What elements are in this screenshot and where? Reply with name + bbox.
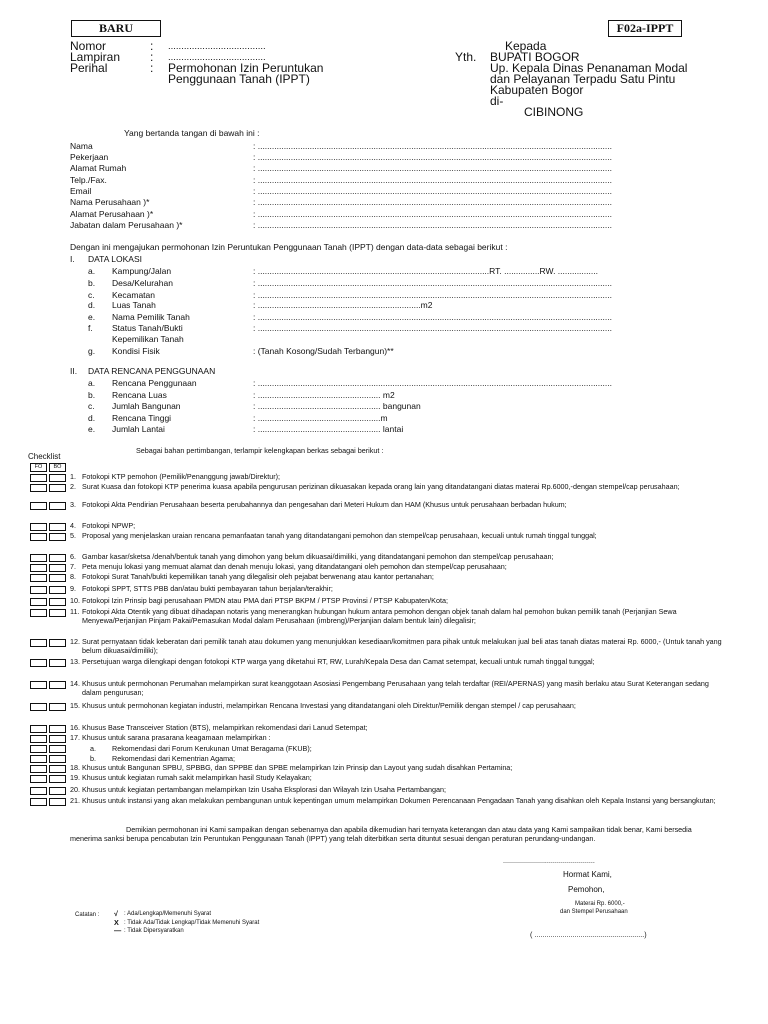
checklist-fo-checkbox[interactable]	[30, 735, 47, 743]
perihal-colon: :	[150, 61, 154, 75]
status-box: BARU	[71, 20, 161, 37]
checklist-item-number: 12.	[70, 637, 80, 646]
applicant-intro: Yang bertanda tangan di bawah ini :	[124, 128, 260, 138]
checklist-sub-letter: b.	[90, 754, 96, 763]
nomor-value[interactable]: .....................................	[168, 41, 266, 52]
section-1-roman: I.	[70, 254, 75, 264]
section-1-item-input[interactable]: : ......................................................................................................................................................	[253, 323, 612, 333]
recipient-line-5: di-	[490, 94, 504, 108]
checklist-fo-checkbox[interactable]	[30, 755, 47, 763]
checklist-col-fo: FO	[30, 463, 47, 472]
section-1-item-label: Luas Tanah	[112, 300, 156, 310]
checklist-item-text: Proposal yang menjelaskan uraian rencana pemanfaatan tanah yang ditandatangani pemohon dan stempel/cap perusahaan, kecuali untuk rumah tinggal tunggal;	[82, 531, 597, 540]
checklist-item-text: Fotokopi Izin Prinsip bagi perusahaan PMDN atau PMA dari PTSP BKPM / PTSP Provinsi / PTSP Kabupaten/Kota;	[82, 596, 448, 605]
checklist-bo-checkbox[interactable]	[49, 659, 66, 667]
checklist-bo-checkbox[interactable]	[49, 554, 66, 562]
request-intro: Dengan ini mengajukan permohonan Izin Peruntukan Penggunaan Tanah (IPPT) dengan data-data sebagai berikut :	[70, 242, 508, 252]
section-2-item-letter: e.	[88, 424, 96, 434]
checklist-fo-checkbox[interactable]	[30, 474, 47, 482]
applicant-field-label: Jabatan dalam Perusahaan )*	[70, 220, 183, 230]
section-1-item-input[interactable]: : (Tanah Kosong/Sudah Terbangun)**	[253, 346, 394, 356]
lampiran-value[interactable]: .....................................	[168, 52, 266, 63]
yth-label: Yth.	[455, 50, 477, 64]
notes-symbol: √	[114, 909, 118, 918]
checklist-bo-checkbox[interactable]	[49, 755, 66, 763]
notes-label: Catatan :	[75, 912, 100, 918]
checklist-item-text: Persetujuan warga dilengkapi dengan fotokopi KTP warga yang diketahui RT, RW, Lurah/Kepala Desa dan Camat setempat, kecuali untuk rumah tinggal tunggal;	[82, 657, 595, 666]
checklist-item-text: Surat Kuasa dan fotokopi KTP penerima kuasa apabila pengurusan perizinan dikuasakan kepada orang lain yang ditandatangani diatas materai Rp.6000,-dengan stempel/cap perusahaan;	[82, 482, 680, 491]
checklist-item-number: 15.	[70, 701, 80, 710]
checklist-item-number: 19.	[70, 773, 80, 782]
perihal-line-1: Permohonan Izin Peruntukan	[168, 61, 324, 75]
section-2-item-label: Rencana Tinggi	[112, 413, 172, 423]
checklist-item-number: 7.	[70, 562, 76, 571]
applicant-field-label: Email	[70, 186, 92, 196]
recipient-line-4: Kabupaten Bogor	[490, 83, 584, 97]
applicant-field-input[interactable]: : ......................................................................................................................................................	[253, 175, 612, 185]
checklist-item-number: 9.	[70, 584, 76, 593]
checklist-item-number: 17.	[70, 733, 80, 742]
checklist-item-number: 16.	[70, 723, 80, 732]
section-1-item-input[interactable]: : ......................................................................................................................................................	[253, 312, 612, 322]
stamp-line-2: dan Stempel Perusahaan	[560, 909, 628, 915]
section-2-item-input[interactable]: : .................................................... m2	[253, 390, 395, 400]
checklist-item-number: 14.	[70, 679, 80, 688]
regards-text: Hormat Kami,	[563, 870, 612, 879]
checklist-item-number: 10.	[70, 596, 80, 605]
section-1-item-letter: c.	[88, 290, 95, 300]
checklist-fo-checkbox[interactable]	[30, 502, 47, 510]
section-1-item-label: Kepemilikan Tanah	[112, 334, 184, 344]
recipient-city: CIBINONG	[524, 105, 584, 119]
checklist-fo-checkbox[interactable]	[30, 798, 47, 806]
lampiran-colon: :	[150, 50, 154, 64]
signature-line[interactable]: ( .......................................................)	[530, 930, 647, 939]
checklist-title: Checklist	[28, 452, 61, 461]
checklist-fo-checkbox[interactable]	[30, 703, 47, 711]
checklist-bo-checkbox[interactable]	[49, 586, 66, 594]
applicant-field-input[interactable]: : ......................................................................................................................................................	[253, 152, 612, 162]
checklist-bo-checkbox[interactable]	[49, 798, 66, 806]
section-1-title: DATA LOKASI	[88, 254, 143, 264]
section-1-item-label: Status Tanah/Bukti	[112, 323, 183, 333]
checklist-bo-checkbox[interactable]	[49, 533, 66, 541]
section-2-item-input[interactable]: : .................................................... lantai	[253, 424, 404, 434]
section-1-item-input[interactable]: : ......................................................................................................................................................	[253, 290, 612, 300]
section-2-item-letter: a.	[88, 378, 96, 388]
section-2-item-label: Rencana Penggunaan	[112, 378, 197, 388]
checklist-fo-checkbox[interactable]	[30, 765, 47, 773]
checklist-fo-checkbox[interactable]	[30, 725, 47, 733]
checklist-fo-checkbox[interactable]	[30, 574, 47, 582]
section-1-item-letter: e.	[88, 312, 96, 322]
checklist-fo-checkbox[interactable]	[30, 533, 47, 541]
checklist-item-number: 4.	[70, 521, 76, 530]
checklist-item-text: Khusus untuk kegiatan rumah sakit melampirkan hasil Study Kelayakan;	[82, 773, 312, 782]
checklist-item-text: Fotokopi Akta Otentik yang dibuat dihadapan notaris yang menerangkan hubungan hukum antara pemohon dengan objek tanah dalam hal pemohon bukan pemilik tanah (Perjanjian Sewa Menyewa/Perjanjian Pinjam Pakai/Pemasukan Modal dalam Perusahaan (imbreng)/Perjanjian dalam bentuk lain) dilegalisir;	[82, 607, 677, 625]
section-2-item-letter: b.	[88, 390, 96, 400]
recipient-line-2: Up. Kepala Dinas Penanaman Modal	[490, 61, 688, 75]
checklist-sub-text: Rekomendasi dari Kementrian Agama;	[112, 754, 236, 763]
form-code-box: F02a-IPPT	[608, 20, 682, 37]
stamp-line-1: Materai Rp. 6000,-	[575, 901, 625, 907]
checklist-fo-checkbox[interactable]	[30, 639, 47, 647]
checklist-bo-checkbox[interactable]	[49, 745, 66, 753]
checklist-fo-checkbox[interactable]	[30, 598, 47, 606]
checklist-item-number: 1.	[70, 472, 76, 481]
notes-symbol: —	[114, 926, 122, 935]
checklist-bo-checkbox[interactable]	[49, 564, 66, 572]
checklist-bo-checkbox[interactable]	[49, 765, 66, 773]
checklist-item-text: Khusus untuk instansi yang akan melakukan pembangunan untuk kepentingan umum melampirkan Dokumen Perencanaan Pengadaan Tanah yang disahkan oleh Kepala Instansi yang bersangkutan;	[82, 796, 716, 805]
checklist-bo-checkbox[interactable]	[49, 474, 66, 482]
checklist-item-number: 6.	[70, 552, 76, 561]
checklist-item-text: Gambar kasar/sketsa /denah/bentuk tanah yang dimohon yang belum dikuasai/dimiliki, yang ditandatangani pemohon dan stempel/cap perusahaan;	[82, 552, 554, 561]
checklist-fo-checkbox[interactable]	[30, 586, 47, 594]
checklist-bo-checkbox[interactable]	[49, 574, 66, 582]
checklist-bo-checkbox[interactable]	[49, 681, 66, 689]
section-1-item-letter: b.	[88, 278, 96, 288]
section-1-item-label: Kecamatan	[112, 290, 155, 300]
checklist-item-number: 11.	[70, 607, 80, 616]
checklist-item-text: Khusus Base Transceiver Station (BTS), melampirkan rekomendasi dari Lanud Setempat;	[82, 723, 368, 732]
section-2-item-label: Jumlah Bangunan	[112, 401, 181, 411]
checklist-fo-checkbox[interactable]	[30, 745, 47, 753]
checklist-sub-letter: a.	[90, 744, 96, 753]
checklist-bo-checkbox[interactable]	[49, 484, 66, 492]
perihal-label: Perihal	[70, 61, 108, 75]
checklist-item-number: 21.	[70, 796, 80, 805]
checklist-col-bo: BO	[49, 463, 66, 472]
notes-symbol: X	[114, 918, 119, 927]
checklist-item-text: Khusus untuk sarana prasarana keagamaan melampirkan :	[82, 733, 271, 742]
section-1-item-label: Nama Pemilik Tanah	[112, 312, 190, 322]
checklist-item-text: Fotokopi Akta Pendirian Perusahaan beserta perubahannya dan pengesahan dari Meteri Hukum dan HAM (Khusus untuk perusahaan berbadan hukum;	[82, 500, 567, 509]
section-1-item-input[interactable]: : ..................................................................................................RT. ...............RW. .................	[253, 266, 598, 276]
checklist-bo-checkbox[interactable]	[49, 639, 66, 647]
checklist-fo-checkbox[interactable]	[30, 554, 47, 562]
section-2-item-letter: c.	[88, 401, 95, 411]
checklist-item-text: Khusus untuk kegiatan pertambangan melampirkan Izin Usaha Eksplorasi dan Wilayah Izin Usaha Pertambangan;	[82, 785, 446, 794]
checklist-item-text: Fotokopi NPWP;	[82, 521, 136, 530]
checklist-intro: Sebagai bahan pertimbangan, terlampir kelengkapan berkas sebagai berikut :	[136, 446, 384, 455]
closing-statement: Demikian permohonan ini Kami sampaikan dengan sebenarnya dan apabila dikemudian hari ternyata keterangan dan atau data yang Kami sampaikan tidak benar, Kami bersedia menerima sanksi berupa pencabutan Izin Peruntukan Penggunaan Tanah (IPPT) yang telah diterbitkan serta dituntut sesuai dengan peraturan perundang-undangan.	[70, 825, 692, 843]
date-line[interactable]: ..............................................	[503, 856, 595, 865]
section-1-item-label: Kampung/Jalan	[112, 266, 172, 276]
checklist-fo-checkbox[interactable]	[30, 787, 47, 795]
applicant-field-label: Alamat Rumah	[70, 163, 127, 173]
notes-text: : Tidak Dipersyaratkan	[124, 928, 184, 934]
checklist-item-number: 2.	[70, 482, 76, 491]
nomor-label: Nomor	[70, 39, 107, 53]
checklist-item-text: Fotokopi Surat Tanah/bukti kepemilikan tanah yang dilegalisir oleh pejabat berwenang atau kantor pertanahan;	[82, 572, 434, 581]
checklist-item-text: Surat pernyataan tidak keberatan dari pemilik tanah atau dokumen yang menunjukkan kesediaan/komitmen para pihak untuk melakukan jual beli atas tanah diatas materai Rp. 6000,- (Untuk tanah yang belum dikuasai/dimiliki);	[82, 637, 722, 655]
perihal-line-2: Penggunaan Tanah (IPPT)	[168, 72, 310, 86]
checklist-fo-checkbox[interactable]	[30, 775, 47, 783]
section-1-item-label: Kondisi Fisik	[112, 346, 160, 356]
checklist-fo-checkbox[interactable]	[30, 484, 47, 492]
notes-text: : Ada/Lengkap/Memenuhi Syarat	[124, 911, 212, 917]
kepada-label: Kepada	[505, 39, 547, 53]
checklist-item-number: 13.	[70, 657, 80, 666]
checklist-bo-checkbox[interactable]	[49, 523, 66, 531]
section-1-item-letter: f.	[88, 323, 93, 333]
applicant-field-input[interactable]: : ......................................................................................................................................................	[253, 220, 612, 230]
checklist-item-number: 8.	[70, 572, 76, 581]
lampiran-label: Lampiran	[70, 50, 121, 64]
applicant-field-input[interactable]: : ......................................................................................................................................................	[253, 163, 612, 173]
section-2-item-label: Jumlah Lantai	[112, 424, 165, 434]
checklist-fo-checkbox[interactable]	[30, 681, 47, 689]
checklist-item-text: Fotokopi SPPT, STTS PBB dan/atau bukti pembayaran tahun berjalan/terakhir;	[82, 584, 333, 593]
section-2-item-label: Rencana Luas	[112, 390, 167, 400]
checklist-fo-checkbox[interactable]	[30, 523, 47, 531]
section-1-item-label: Desa/Kelurahan	[112, 278, 173, 288]
applicant-field-label: Nama Perusahaan )*	[70, 197, 150, 207]
applicant-field-label: Alamat Perusahaan )*	[70, 209, 154, 219]
checklist-item-text: Fotokopi KTP pemohon (Pemilik/Penanggung jawab/Direktur);	[82, 472, 281, 481]
recipient-line-3: dan Pelayanan Terpadu Satu Pintu	[490, 72, 676, 86]
checklist-fo-checkbox[interactable]	[30, 564, 47, 572]
checklist-bo-checkbox[interactable]	[49, 598, 66, 606]
section-2-title: DATA RENCANA PENGGUNAAN	[88, 366, 216, 376]
section-1-item-letter: g.	[88, 346, 96, 356]
checklist-item-number: 18.	[70, 763, 80, 772]
applicant-field-input[interactable]: : ......................................................................................................................................................	[253, 197, 612, 207]
notes-text: : Tidak Ada/Tidak Lengkap/Tidak Memenuhi Syarat	[124, 920, 260, 926]
applicant-field-input[interactable]: : ......................................................................................................................................................	[253, 186, 612, 196]
section-1-item-input[interactable]: : ......................................................................................................................................................	[253, 278, 612, 288]
checklist-fo-checkbox[interactable]	[30, 609, 47, 617]
checklist-item-text: Khusus untuk permohonan Perumahan melampirkan surat keanggotaan Asosiasi Pengembang Perusahaan yang telah terdaftar (REI/APERNAS) yang masih berlaku atau Surat Keterangan sedang dalam pengurusan;	[82, 679, 709, 697]
checklist-bo-checkbox[interactable]	[49, 735, 66, 743]
checklist-item-number: 5.	[70, 531, 76, 540]
applicant-field-label: Telp./Fax.	[70, 175, 107, 185]
section-2-item-input[interactable]: : ....................................................m	[253, 413, 388, 423]
section-1-item-letter: a.	[88, 266, 96, 276]
section-2-roman: II.	[70, 366, 78, 376]
applicant-text: Pemohon,	[568, 885, 605, 894]
applicant-field-label: Pekerjaan	[70, 152, 109, 162]
section-2-item-input[interactable]: : ......................................................................................................................................................	[253, 378, 612, 388]
checklist-item-text: Khusus untuk permohonan kegiatan industri, melampirkan Rencana Investasi yang ditandatangani oleh Direktur/Pemilik dengan stempel / cap perusahaan;	[82, 701, 576, 710]
section-1-item-input[interactable]: : .....................................................................m2	[253, 300, 433, 310]
checklist-bo-checkbox[interactable]	[49, 703, 66, 711]
checklist-bo-checkbox[interactable]	[49, 502, 66, 510]
checklist-item-text: Khusus untuk Bangunan SPBU, SPBBG, dan SPPBE dan SPBE melampirkan Izin Prinsip dan Layout yang sudah disahkan Pertamina;	[82, 763, 513, 772]
section-2-item-letter: d.	[88, 413, 96, 423]
checklist-item-number: 3.	[70, 500, 76, 509]
section-1-item-letter: d.	[88, 300, 96, 310]
checklist-sub-text: Rekomendasi dari Forum Kerukunan Umat Beragama (FKUB);	[112, 744, 312, 753]
nomor-colon: :	[150, 39, 154, 53]
recipient-line-1: BUPATI BOGOR	[490, 50, 580, 64]
checklist-item-text: Peta menuju lokasi yang memuat alamat dan denah menuju lokasi, yang ditandatangani oleh pemohon dan stempel/cap perusahaan;	[82, 562, 507, 571]
checklist-fo-checkbox[interactable]	[30, 659, 47, 667]
applicant-field-label: Nama	[70, 141, 93, 151]
checklist-bo-checkbox[interactable]	[49, 787, 66, 795]
checklist-bo-checkbox[interactable]	[49, 609, 66, 617]
applicant-field-input[interactable]: : ......................................................................................................................................................	[253, 141, 612, 151]
applicant-field-input[interactable]: : ......................................................................................................................................................	[253, 209, 612, 219]
checklist-item-number: 20.	[70, 785, 80, 794]
section-2-item-input[interactable]: : .................................................... bangunan	[253, 401, 421, 411]
checklist-bo-checkbox[interactable]	[49, 775, 66, 783]
checklist-bo-checkbox[interactable]	[49, 725, 66, 733]
